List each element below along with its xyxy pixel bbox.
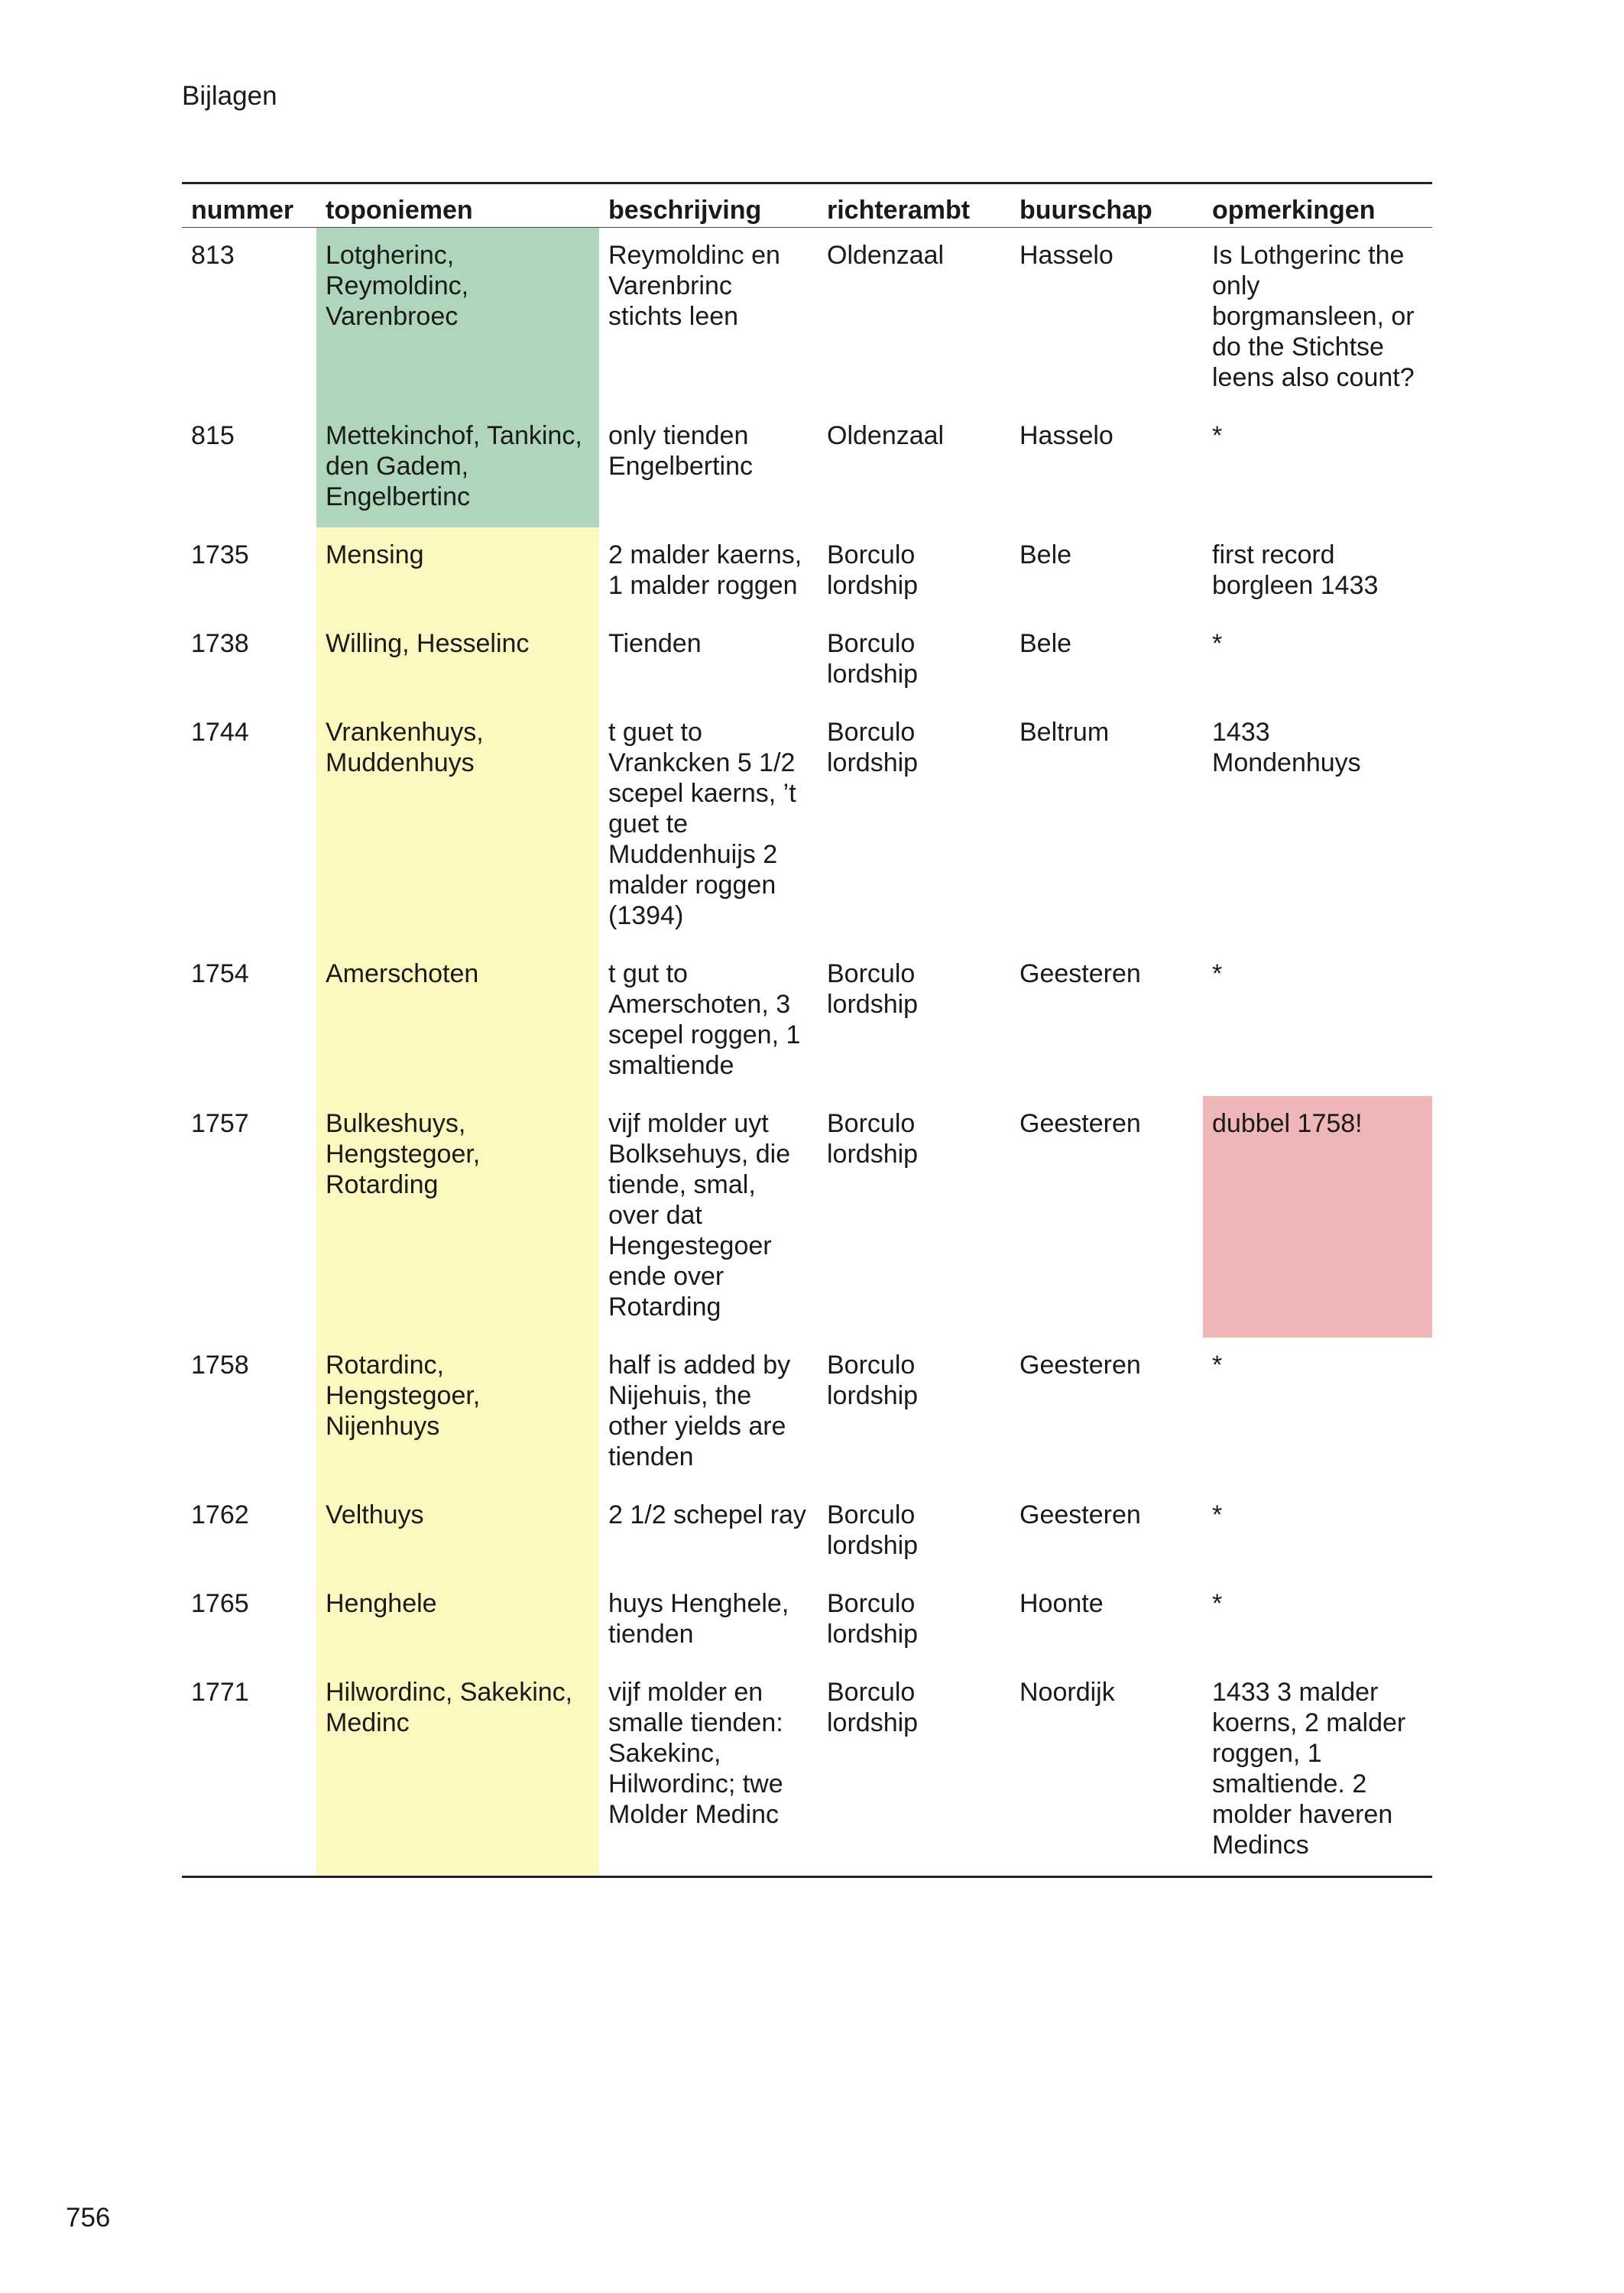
cell-beschrijving: vijf molder uyt Bolksehuys, die tiende, smal, over dat Hengestegoer ende over Rotarding	[608, 1109, 791, 1322]
cell-nummer: 1757	[191, 1109, 249, 1138]
cell-buurschap: Hasselo	[1019, 241, 1113, 270]
table-row	[182, 228, 1432, 409]
cell-beschrijving: huys Henghele, tienden	[608, 1589, 789, 1649]
cell-nummer: 1762	[191, 1500, 249, 1529]
cell-nummer: 1738	[191, 629, 249, 658]
cell-richterambt: Borculo lordship	[827, 540, 919, 600]
cell-opmerkingen: *	[1212, 959, 1223, 988]
cell-opmerkingen: 1433 3 malder koerns, 2 malder roggen, 1 smaltiende. 2 molder haveren Medincs	[1203, 1665, 1432, 1877]
cell-opmerkingen: *	[1212, 421, 1223, 450]
header-nummer: nummer	[182, 183, 316, 228]
cell-opmerkingen: 1433 Mondenhuys	[1212, 718, 1361, 777]
cell-buurschap: Beltrum	[1019, 718, 1110, 747]
cell-toponiemen: Amerschoten	[316, 946, 599, 1096]
cell-nummer: 813	[191, 241, 235, 270]
cell-buurschap: Geesteren	[1019, 1351, 1141, 1380]
cell-buurschap: Hasselo	[1019, 421, 1113, 450]
running-head: Bijlagen	[182, 81, 277, 111]
cell-richterambt: Borculo lordship	[827, 629, 919, 689]
table-row	[182, 1665, 1432, 1877]
table-row	[182, 1338, 1432, 1487]
cell-nummer: 1771	[182, 1665, 316, 1877]
cell-opmerkingen: Is Lothgerinc the only borgmansleen, or do the Stichtse leens also count?	[1212, 241, 1415, 392]
cell-richterambt: Oldenzaal	[827, 241, 945, 270]
cell-beschrijving: 2 1/2 schepel ray	[608, 1500, 806, 1529]
header-toponiemen: toponiemen	[316, 183, 599, 228]
cell-toponiemen: Willing, Hesselinc	[316, 616, 599, 705]
table-row	[182, 527, 1432, 616]
cell-toponiemen: Mettekinchof, Tankinc, den Gadem, Engelbertinc	[316, 408, 599, 527]
cell-richterambt: Borculo lordship	[818, 1665, 1010, 1877]
cell-toponiemen: Bulkeshuys, Hengstegoer, Rotarding	[316, 1096, 599, 1338]
cell-opmerkingen: *	[1212, 1351, 1223, 1380]
cell-nummer: 1758	[191, 1351, 249, 1380]
cell-richterambt: Borculo lordship	[827, 959, 919, 1019]
cell-beschrijving: half is added by Nijehuis, the other yields are tienden	[608, 1351, 791, 1471]
table-row	[182, 705, 1432, 946]
cell-toponiemen: Lotgherinc, Reymoldinc, Varenbroec	[316, 228, 599, 409]
cell-toponiemen: Rotardinc, Hengstegoer, Nijenhuys	[316, 1338, 599, 1487]
cell-nummer: 1765	[191, 1589, 249, 1618]
cell-opmerkingen: *	[1212, 1500, 1223, 1529]
cell-nummer: 1735	[191, 540, 249, 569]
cell-buurschap: Bele	[1019, 629, 1072, 658]
cell-toponiemen: Hilwordinc, Sakekinc, Medinc	[316, 1665, 599, 1877]
cell-nummer: 815	[191, 421, 235, 450]
cell-beschrijving: t gut to Amerschoten, 3 scepel roggen, 1 smaltiende	[608, 959, 801, 1080]
cell-buurschap: Geesteren	[1019, 1109, 1141, 1138]
table-row	[182, 1576, 1432, 1665]
header-richterambt: richterambt	[818, 183, 1010, 228]
table-row	[182, 1096, 1432, 1338]
cell-beschrijving: Tienden	[608, 629, 702, 658]
cell-opmerkingen: *	[1212, 1589, 1223, 1618]
cell-toponiemen: Velthuys	[316, 1487, 599, 1576]
cell-nummer: 1754	[191, 959, 249, 988]
cell-beschrijving: 2 malder kaerns, 1 malder roggen	[608, 540, 802, 600]
leen-table-container	[182, 182, 1432, 1878]
cell-richterambt: Borculo lordship	[827, 1589, 919, 1649]
cell-opmerkingen: *	[1212, 629, 1223, 658]
cell-buurschap: Hoonte	[1019, 1589, 1104, 1618]
cell-buurschap: Noordijk	[1010, 1665, 1203, 1877]
header-beschrijving: beschrijving	[599, 183, 818, 228]
table-row	[182, 1487, 1432, 1576]
cell-richterambt: Borculo lordship	[827, 1351, 919, 1410]
cell-buurschap: Geesteren	[1019, 959, 1141, 988]
table-row	[182, 408, 1432, 527]
cell-toponiemen: Henghele	[316, 1576, 599, 1665]
cell-beschrijving: Reymoldinc en Varenbrinc stichts leen	[608, 241, 780, 331]
cell-opmerkingen: first record borgleen 1433	[1212, 540, 1379, 600]
table-body	[182, 228, 1432, 1877]
header-opmerkingen: opmerkingen	[1203, 183, 1432, 228]
header-row	[182, 183, 1432, 228]
cell-richterambt: Borculo lordship	[827, 1500, 919, 1560]
cell-richterambt: Borculo lordship	[827, 718, 919, 777]
cell-nummer: 1744	[191, 718, 249, 747]
page-number: 756	[66, 2203, 111, 2233]
table-header	[182, 183, 1432, 228]
header-buurschap: buurschap	[1010, 183, 1203, 228]
cell-richterambt: Borculo lordship	[827, 1109, 919, 1169]
cell-buurschap: Bele	[1019, 540, 1072, 569]
cell-richterambt: Oldenzaal	[827, 421, 945, 450]
table-row	[182, 946, 1432, 1096]
table-row	[182, 616, 1432, 705]
cell-beschrijving: t guet to Vrankcken 5 1/2 scepel kaerns, ’t guet te Muddenhuijs 2 malder roggen (1394)	[608, 718, 796, 930]
cell-beschrijving: vijf molder en smalle tienden: Sakekinc, Hilwordinc; twe Molder Medinc	[599, 1665, 818, 1877]
cell-beschrijving: only tienden Engelbertinc	[608, 421, 754, 481]
cell-buurschap: Geesteren	[1019, 1500, 1141, 1529]
cell-toponiemen: Mensing	[316, 527, 599, 616]
cell-toponiemen: Vrankenhuys, Muddenhuys	[316, 705, 599, 946]
cell-opmerkingen-flagged: dubbel 1758!	[1203, 1096, 1432, 1338]
leen-table	[182, 182, 1432, 1878]
